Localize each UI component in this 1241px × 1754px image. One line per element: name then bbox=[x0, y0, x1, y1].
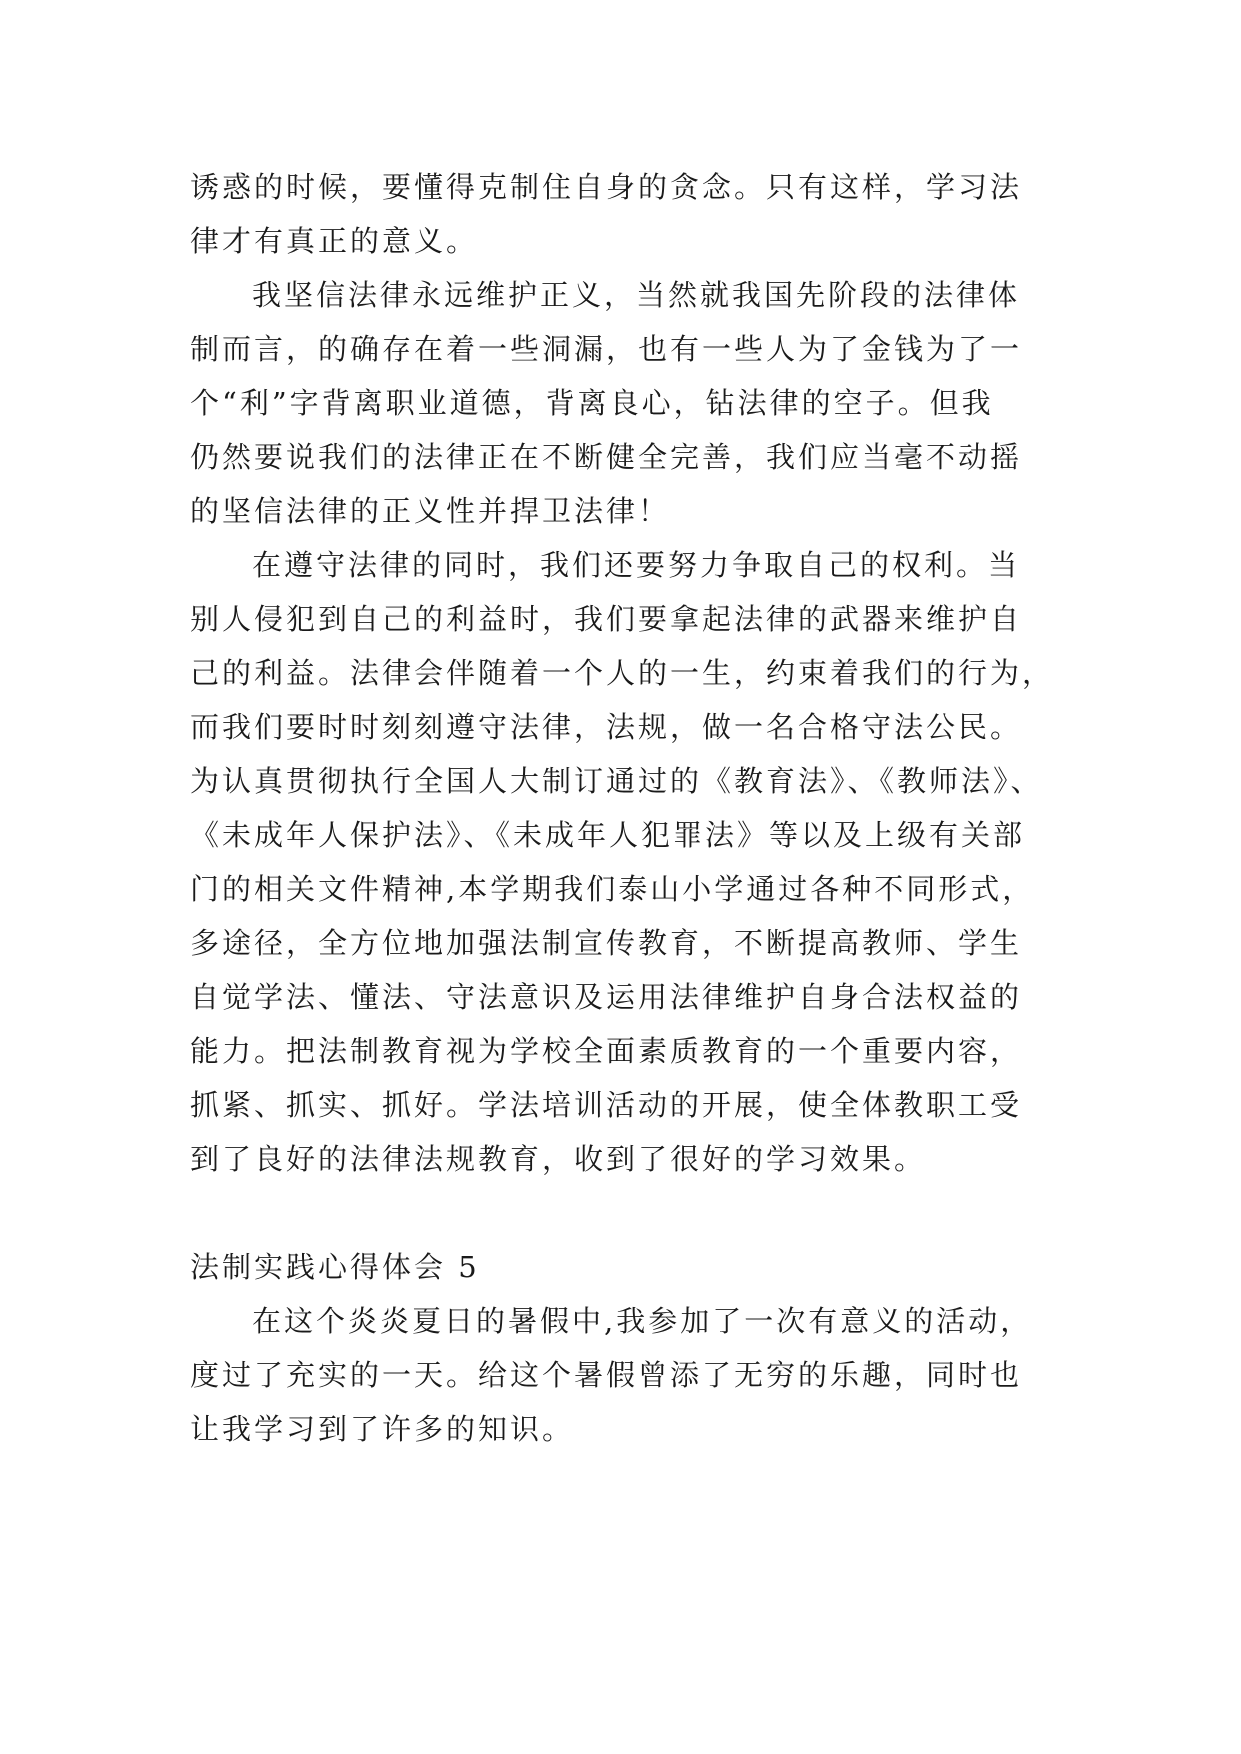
text-line: 抓紧、抓实、抓好。学法培训活动的开展，使全体教职工受 bbox=[190, 1088, 1023, 1122]
text-line: 度过了充实的一天。给这个暑假曾添了无穷的乐趣，同时也 bbox=[190, 1358, 1023, 1392]
text-line: 制而言，的确存在着一些洞漏，也有一些人为了金钱为了一 bbox=[190, 332, 1023, 366]
text-line: 到了良好的法律法规教育，收到了很好的学习效果。 bbox=[190, 1142, 927, 1176]
text-line: 己的利益。法律会伴随着一个人的一生，约束着我们的行为， bbox=[190, 656, 1055, 690]
paragraph-start-line: 在遵守法律的同时，我们还要努力争取自己的权利。当 bbox=[252, 548, 1021, 582]
text-line: 诱惑的时候，要懂得克制住自身的贪念。只有这样，学习法 bbox=[190, 170, 1023, 204]
paragraph-start-line: 我坚信法律永远维护正义，当然就我国先阶段的法律体 bbox=[252, 278, 1021, 312]
text-line: 而我们要时时刻刻遵守法律，法规，做一名合格守法公民。 bbox=[190, 710, 1023, 744]
text-line: 让我学习到了许多的知识。 bbox=[190, 1412, 575, 1446]
section-title: 法制实践心得体会 5 bbox=[190, 1250, 480, 1284]
text-line: 能力。把法制教育视为学校全面素质教育的一个重要内容， bbox=[190, 1034, 1023, 1068]
paragraph-start-line: 在这个炎炎夏日的暑假中,我参加了一次有意义的活动， bbox=[252, 1304, 1033, 1338]
text-line: 多途径，全方位地加强法制宣传教育，不断提高教师、学生 bbox=[190, 926, 1023, 960]
text-line: 《未成年人保护法》、《未成年人犯罪法》等以及上级有关部 bbox=[190, 818, 1026, 852]
text-line: 自觉学法、懂法、守法意识及运用法律维护自身合法权益的 bbox=[190, 980, 1023, 1014]
text-line: 门的相关文件精神,本学期我们泰山小学通过各种不同形式， bbox=[190, 872, 1035, 906]
text-line: 为认真贯彻执行全国人大制订通过的《教育法》、《教师法》、 bbox=[190, 764, 1043, 798]
text-line: 仍然要说我们的法律正在不断健全完善，我们应当毫不动摇 bbox=[190, 440, 1023, 474]
text-line: 别人侵犯到自己的利益时，我们要拿起法律的武器来维护自 bbox=[190, 602, 1023, 636]
text-line: 的坚信法律的正义性并捍卫法律！ bbox=[190, 494, 671, 528]
text-line: 律才有真正的意义。 bbox=[190, 224, 479, 258]
text-line: 个“利”字背离职业道德，背离良心，钻法律的空子。但我 bbox=[190, 386, 994, 420]
document-body bbox=[190, 160, 1090, 1456]
